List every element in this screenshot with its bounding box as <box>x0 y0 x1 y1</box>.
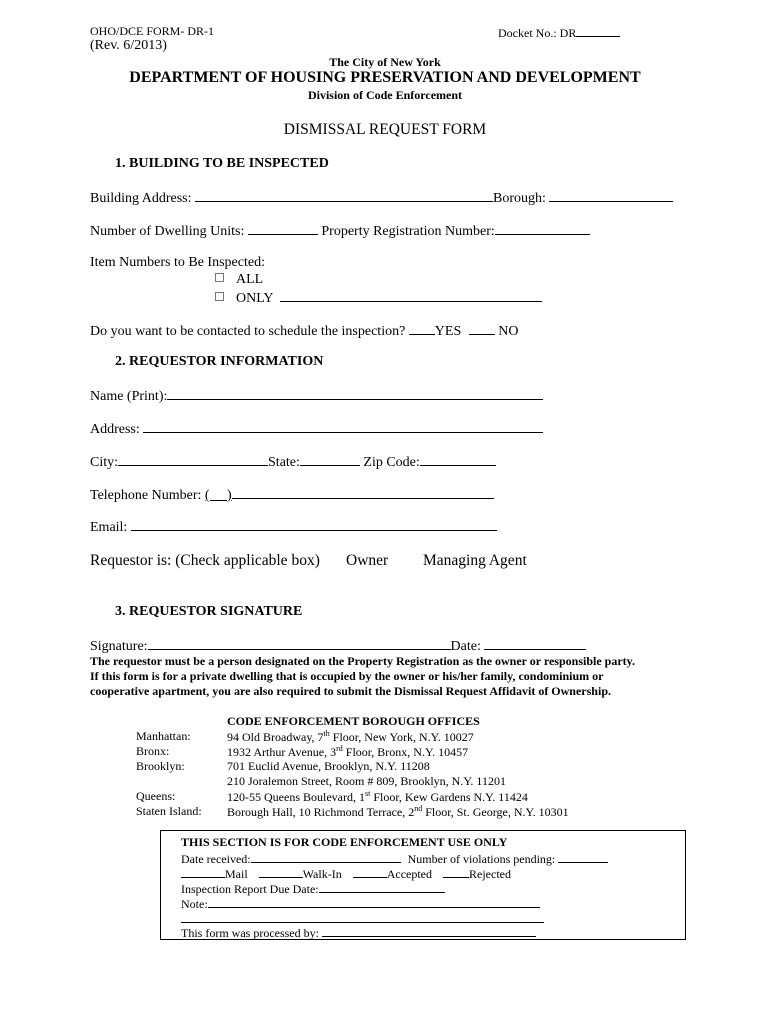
rejected-field[interactable] <box>443 865 469 878</box>
address-label: Address: <box>90 422 140 437</box>
manhattan-label: Manhattan: <box>136 729 191 743</box>
walkin-label: Walk-In <box>302 867 342 881</box>
name-field[interactable] <box>167 387 543 400</box>
building-address-label: Building Address: <box>90 191 192 206</box>
section2-heading: 2. REQUESTOR INFORMATION <box>115 354 324 369</box>
manhattan-address-start: 94 Old Broadway, 7 <box>227 730 324 744</box>
processed-by-field[interactable] <box>322 924 536 937</box>
property-registration-label: Property Registration Number: <box>321 224 495 239</box>
managing-agent-option[interactable]: Managing Agent <box>423 552 527 569</box>
contact-question: Do you want to be contacted to schedule the inspection? <box>90 324 406 339</box>
email-label: Email: <box>90 520 128 535</box>
notice-line-1: The requestor must be a person designated on the Property Registration as the owner or responsible party. <box>90 654 635 668</box>
note-extra-line[interactable] <box>181 922 544 923</box>
accepted-field[interactable] <box>353 865 387 878</box>
department-name: DEPARTMENT OF HOUSING PRESERVATION AND DEVELOPMENT <box>129 69 641 86</box>
name-label: Name (Print): <box>90 389 168 404</box>
item-numbers-label: Item Numbers to Be Inspected: <box>90 255 265 270</box>
queens-label: Queens: <box>136 789 176 803</box>
yes-field[interactable] <box>409 322 435 335</box>
checkbox-icon[interactable] <box>215 292 224 301</box>
zip-field[interactable] <box>420 453 496 466</box>
zip-label: Zip Code: <box>363 455 420 470</box>
section3-heading: 3. REQUESTOR SIGNATURE <box>115 604 303 619</box>
bronx-address <box>227 744 468 760</box>
telephone-field[interactable] <box>232 486 494 499</box>
telephone-row <box>90 486 494 504</box>
processed-by-label: This form was processed by: <box>181 926 319 940</box>
signature-field[interactable] <box>148 637 451 650</box>
only-items-field[interactable] <box>280 289 542 302</box>
email-row <box>90 518 497 536</box>
staten-island-address <box>227 804 569 820</box>
mail-label: Mail <box>225 867 248 881</box>
option-all[interactable] <box>215 272 263 288</box>
offices-heading: CODE ENFORCEMENT BOROUGH OFFICES <box>227 714 480 728</box>
staten-island-address-start: Borough Hall, 10 Richmond Terrace, 2 <box>227 805 415 819</box>
manhattan-address <box>227 729 474 745</box>
form-id: OHO/DCE FORM- DR-1 <box>90 24 215 38</box>
name-row <box>90 387 543 405</box>
brooklyn-address-1: 701 Euclid Avenue, Brooklyn, N.Y. 11208 <box>227 759 430 773</box>
docket-label: Docket No.: DR <box>498 26 577 40</box>
note-label: Note: <box>181 897 208 911</box>
date-received-field[interactable] <box>251 850 401 863</box>
docket-line[interactable] <box>576 24 620 37</box>
dwelling-units-field[interactable] <box>248 222 318 235</box>
form-revision: (Rev. 6/2013) <box>90 38 167 53</box>
accepted-label: Accepted <box>386 867 433 881</box>
note-row <box>181 895 540 912</box>
state-field[interactable] <box>300 453 360 466</box>
email-field[interactable] <box>131 518 497 531</box>
city-name: The City of New York <box>329 55 441 69</box>
telephone-area-code[interactable]: ( ) <box>204 488 232 503</box>
staten-island-floor-suffix: nd <box>414 804 423 813</box>
mail-field[interactable] <box>181 865 225 878</box>
docket-number <box>498 24 620 41</box>
property-registration-field[interactable] <box>495 222 590 235</box>
state-label: State: <box>268 455 300 470</box>
report-due-label: Inspection Report Due Date: <box>181 882 319 896</box>
no-label: NO <box>498 324 519 339</box>
option-all-label: ALL <box>236 272 264 287</box>
notice-line-2: If this form is for a private dwelling that is occupied by the owner or his/her family, condominium or <box>90 669 604 683</box>
section1-heading: 1. BUILDING TO BE INSPECTED <box>115 156 329 171</box>
queens-address-start: 120-55 Queens Boulevard, 1 <box>227 790 365 804</box>
contact-question-row <box>90 322 518 340</box>
date-received-label: Date received: <box>181 852 251 866</box>
bronx-address-end: Floor, Bronx, N.Y. 10457 <box>342 745 469 759</box>
borough-label: Borough: <box>493 191 546 206</box>
report-due-field[interactable] <box>319 880 445 893</box>
form-title: DISMISSAL REQUEST FORM <box>283 121 487 138</box>
staten-island-label: Staten Island: <box>136 804 202 818</box>
queens-address <box>227 789 528 805</box>
rejected-label: Rejected <box>469 867 511 881</box>
processed-by-row <box>181 924 536 941</box>
queens-address-end: Floor, Kew Gardens N.Y. 11424 <box>370 790 528 804</box>
building-address-field[interactable] <box>195 189 493 202</box>
manhattan-address-end: Floor, New York, N.Y. 10027 <box>329 730 474 744</box>
option-only[interactable] <box>215 289 542 307</box>
bronx-address-start: 1932 Arthur Avenue, 3 <box>227 745 337 759</box>
note-field[interactable] <box>208 895 540 908</box>
office-use-heading: THIS SECTION IS FOR CODE ENFORCEMENT USE ONLY <box>181 835 508 849</box>
dwelling-units-label: Number of Dwelling Units: <box>90 224 245 239</box>
telephone-label: Telephone Number: <box>90 488 202 503</box>
address-field[interactable] <box>143 420 543 433</box>
signature-row <box>90 637 586 655</box>
option-only-label: ONLY <box>236 291 273 306</box>
no-field[interactable] <box>469 322 495 335</box>
brooklyn-address-2: 210 Joralemon Street, Room # 809, Brooklyn, N.Y. 11201 <box>227 774 506 788</box>
checkbox-icon[interactable] <box>215 273 224 282</box>
brooklyn-label: Brooklyn: <box>136 759 185 773</box>
notice-line-3: cooperative apartment, you are also required to submit the Dismissal Request Affidavit of Ownership. <box>90 684 611 698</box>
building-address-row <box>90 189 673 207</box>
violations-label: Number of violations pending: <box>407 852 556 866</box>
yes-label: YES <box>434 324 462 339</box>
signature-date-label: Date: <box>450 639 481 654</box>
address-row <box>90 420 543 438</box>
signature-date-field[interactable] <box>484 637 586 650</box>
manhattan-floor-suffix: th <box>323 729 330 738</box>
city-state-zip-row <box>90 453 496 471</box>
city-field[interactable] <box>118 453 268 466</box>
borough-field[interactable] <box>549 189 673 202</box>
bronx-floor-suffix: rd <box>336 744 343 753</box>
owner-option[interactable]: Owner <box>346 552 389 569</box>
violations-field[interactable] <box>558 850 608 863</box>
staten-island-address-end: Floor, St. George, N.Y. 10301 <box>422 805 569 819</box>
dwelling-units-row <box>90 222 590 240</box>
walkin-field[interactable] <box>259 865 303 878</box>
bronx-label: Bronx: <box>136 744 170 758</box>
signature-label: Signature: <box>90 639 148 654</box>
queens-floor-suffix: st <box>364 789 371 798</box>
division-name: Division of Code Enforcement <box>307 88 463 102</box>
city-label: City: <box>90 455 119 470</box>
requestor-is-label: Requestor is: (Check applicable box) <box>90 552 320 569</box>
